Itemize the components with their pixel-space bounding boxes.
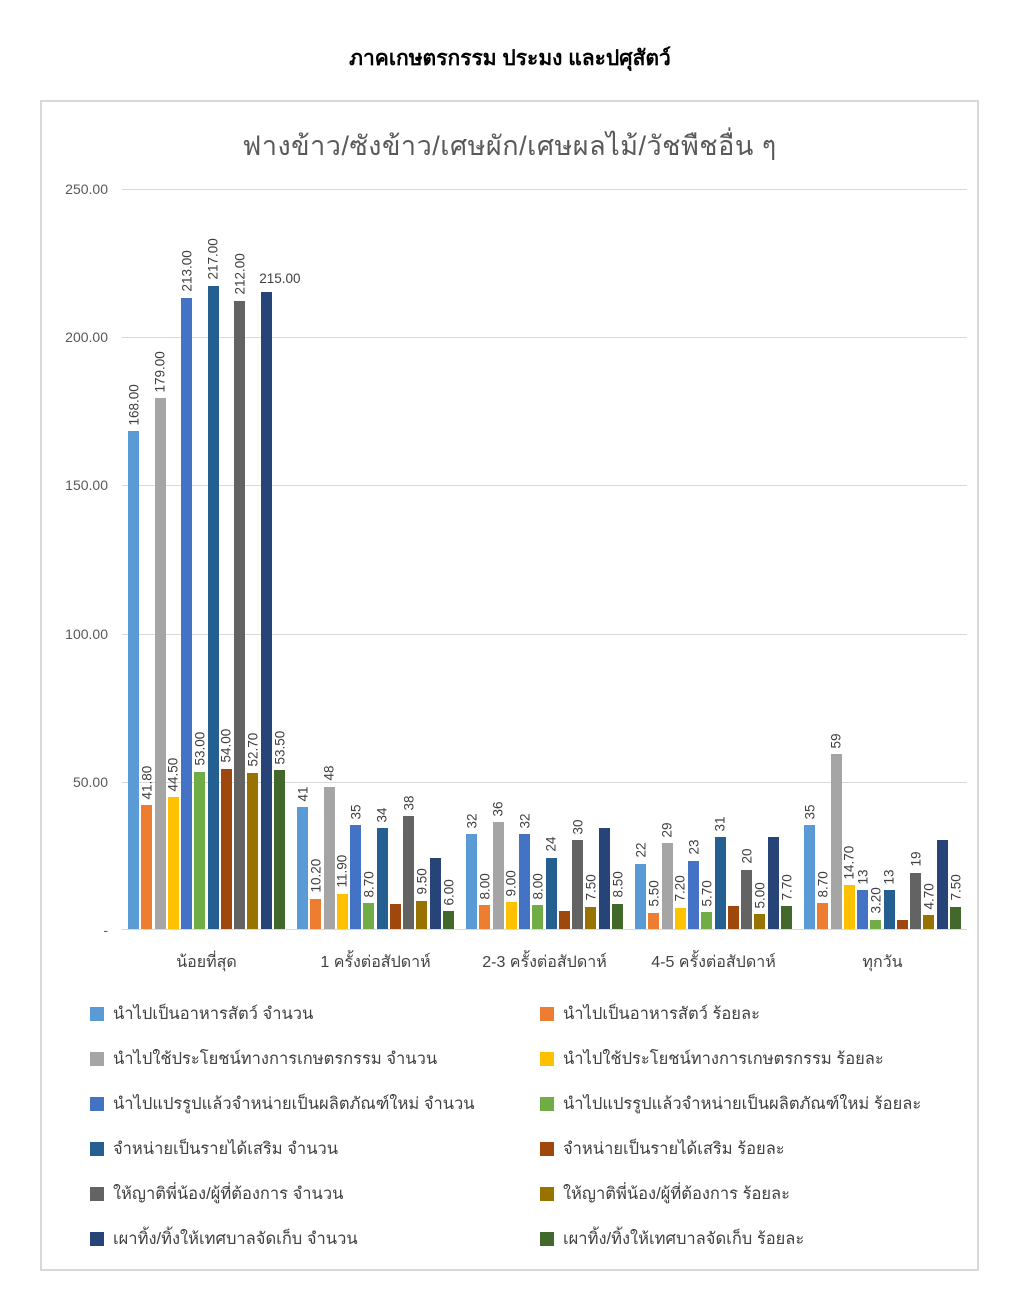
legend-swatch [540, 1097, 554, 1111]
legend-item [540, 1048, 884, 1070]
bar [910, 873, 921, 929]
bar-data-label: 5.00 [752, 881, 768, 909]
y-axis-tick-label: 200.00 [65, 329, 108, 346]
bar [804, 825, 815, 929]
bar-data-label: 8.00 [530, 873, 546, 900]
bar-data-label: 7.50 [583, 874, 599, 901]
legend-item [90, 1228, 358, 1250]
bar [688, 861, 699, 929]
bar [662, 843, 673, 929]
x-axis-category-label: 4-5 ครั้งต่อสัปดาห์ [651, 954, 776, 971]
bar-data-label: 8.70 [361, 870, 377, 898]
bar-data-label: 8.50 [610, 871, 625, 898]
bar [430, 858, 441, 929]
bar-data-label: 3.20 [868, 887, 884, 914]
bar [350, 825, 361, 929]
legend-item [540, 1003, 760, 1025]
bar-data-label: 20 [739, 848, 755, 864]
bar [168, 797, 179, 929]
bar [247, 773, 258, 929]
bar-data-label: 8.00 [477, 873, 493, 900]
bar [728, 906, 739, 929]
bar [950, 907, 961, 929]
bar [648, 913, 659, 929]
legend-item [540, 1093, 921, 1115]
bar [324, 787, 335, 929]
bar [884, 890, 895, 929]
bar [141, 805, 152, 929]
bar [844, 885, 855, 929]
bar-data-label: 5.50 [646, 880, 662, 907]
bar [194, 772, 205, 929]
legend-swatch [90, 1187, 104, 1201]
bar-data-label: 23 [686, 839, 702, 855]
legend-swatch [540, 1007, 554, 1021]
legend-item [90, 1003, 313, 1025]
bar-data-label: 53.50 [272, 730, 287, 765]
bar-data-label: 13 [855, 869, 871, 885]
legend-label: นำไปใช้ประโยชน์ทางการเกษตรกรรม จำนวน [113, 1050, 438, 1068]
bar [831, 754, 842, 929]
bar [857, 890, 868, 929]
legend-item [540, 1228, 804, 1250]
bar-data-label: 48 [321, 765, 337, 781]
bar [466, 834, 477, 929]
bar-data-label: 53.00 [192, 732, 208, 766]
bar [403, 816, 414, 929]
legend-swatch [540, 1142, 554, 1156]
x-axis-category-label: น้อยที่สุด [176, 954, 237, 971]
bar-data-label: 34 [374, 807, 390, 823]
bar [754, 914, 765, 929]
bar-data-label: 11.90 [334, 854, 350, 888]
legend-item [90, 1138, 338, 1160]
bar-data-label: 19 [908, 851, 924, 867]
bar [599, 828, 610, 929]
bar-data-label: 35 [802, 804, 817, 820]
bar [443, 911, 454, 929]
bar [221, 769, 232, 929]
bar-data-label: 7.20 [672, 875, 688, 902]
y-axis-tick-label: 50.00 [72, 773, 108, 790]
bar [870, 920, 881, 929]
bar [377, 828, 388, 929]
bar-data-label: 32 [517, 813, 533, 829]
legend-swatch [90, 1052, 104, 1066]
legend-item [90, 1093, 475, 1115]
x-axis-line [122, 929, 967, 930]
bar [181, 298, 192, 929]
bar [297, 807, 308, 929]
bar [897, 920, 908, 929]
y-axis-tick-label: 250.00 [65, 181, 108, 197]
gridline [122, 485, 967, 486]
bar [519, 834, 530, 929]
bar [208, 286, 219, 929]
bar [585, 907, 596, 929]
bar [390, 904, 401, 929]
bar [817, 903, 828, 929]
bar-data-label: 41.80 [139, 765, 155, 800]
bar [701, 912, 712, 929]
bar [416, 901, 427, 929]
bar [234, 301, 245, 929]
bar [479, 905, 490, 929]
legend-swatch [90, 1142, 104, 1156]
bar [768, 837, 779, 929]
bar-data-label: 179.00 [152, 351, 168, 393]
bar [781, 906, 792, 929]
bar-data-label: 35 [348, 804, 364, 820]
legend-item [540, 1183, 790, 1205]
bar-data-label: 52.70 [245, 733, 261, 767]
bar-data-label: 10.20 [308, 858, 324, 893]
bar-data-label: 24 [543, 836, 559, 852]
legend-label: นำไปเป็นอาหารสัตว์ ร้อยละ [563, 1005, 760, 1023]
bar-data-label: 59 [828, 733, 844, 749]
bar [337, 894, 348, 929]
legend-swatch [90, 1232, 104, 1246]
bar-data-label: 41 [295, 786, 310, 802]
bar [155, 398, 166, 929]
bar [559, 911, 570, 929]
legend-item [540, 1138, 785, 1160]
bar [506, 902, 517, 929]
legend-label: นำไปแปรรูปแล้วจำหน่ายเป็นผลิตภัณฑ์ใหม่ จำนวน [113, 1095, 475, 1113]
bar-data-label: 168.00 [126, 383, 141, 426]
bar-data-label: 14.70 [841, 845, 857, 880]
bar-data-label: 217.00 [205, 238, 221, 280]
gridline [122, 634, 967, 635]
legend-item [90, 1183, 343, 1205]
legend-label: นำไปเป็นอาหารสัตว์ จำนวน [113, 1005, 314, 1023]
bar-data-label: 38 [401, 795, 417, 811]
bar [937, 840, 948, 929]
bar-data-label: 22 [633, 842, 648, 858]
bar-data-label: 4.70 [921, 882, 937, 910]
legend-label: ให้ญาติพี่น้อง/ผู้ที่ต้องการ จำนวน [113, 1185, 344, 1203]
bar-data-label: 215.00 [259, 271, 301, 287]
bar-data-label: 44.50 [165, 757, 181, 792]
legend-label: เผาทิ้ง/ทิ้งให้เทศบาลจัดเก็บ ร้อยละ [563, 1230, 805, 1248]
legend-label: จำหน่ายเป็นรายได้เสริม ร้อยละ [563, 1140, 785, 1158]
bar [612, 904, 623, 929]
legend-label: นำไปใช้ประโยชน์ทางการเกษตรกรรม ร้อยละ [563, 1050, 884, 1068]
y-axis-tick-label: 100.00 [65, 625, 108, 642]
plot-area [122, 189, 967, 930]
legend-label: นำไปแปรรูปแล้วจำหน่ายเป็นผลิตภัณฑ์ใหม่ ร้อยละ [563, 1095, 922, 1113]
bar [493, 822, 504, 929]
bar [363, 903, 374, 929]
bar-data-label: 9.00 [503, 870, 519, 897]
bar-data-label: 9.50 [414, 868, 430, 895]
bar [532, 905, 543, 929]
legend-label: เผาทิ้ง/ทิ้งให้เทศบาลจัดเก็บ จำนวน [113, 1230, 358, 1248]
legend-label: จำหน่ายเป็นรายได้เสริม จำนวน [113, 1140, 339, 1158]
gridline [122, 337, 967, 338]
bar-data-label: 29 [659, 822, 675, 838]
bar-data-label: 36 [490, 801, 506, 817]
bar-data-label: 6.00 [441, 878, 456, 906]
bar [675, 908, 686, 929]
bar-data-label: 213.00 [179, 250, 195, 292]
x-axis-category-label: 2-3 ครั้งต่อสัปดาห์ [482, 954, 607, 971]
page-title: ภาคเกษตรกรรม ประมง และปศุสัตว์ [349, 47, 671, 70]
legend-item [90, 1048, 437, 1070]
gridline [122, 189, 967, 190]
bar [741, 870, 752, 929]
legend-swatch [90, 1007, 104, 1021]
y-axis-tick-label: 150.00 [65, 477, 108, 494]
bar [261, 292, 272, 929]
x-axis-category-label: 1 ครั้งต่อสัปดาห์ [320, 954, 431, 971]
bar-data-label: 212.00 [232, 253, 248, 295]
bar-data-label: 30 [570, 819, 586, 835]
y-axis-tick-label: - [103, 922, 108, 938]
bar-data-label: 54.00 [218, 729, 234, 763]
bar-data-label: 32 [464, 813, 479, 829]
bar-data-label: 31 [712, 816, 728, 832]
bar [128, 431, 139, 929]
bar [274, 770, 285, 929]
bar-data-label: 7.70 [779, 873, 794, 901]
legend-swatch [90, 1097, 104, 1111]
legend-swatch [540, 1232, 554, 1246]
bar-data-label: 7.50 [948, 874, 963, 901]
bar-data-label: 5.70 [699, 879, 715, 907]
legend-swatch [540, 1052, 554, 1066]
bar [572, 840, 583, 929]
chart-frame [40, 100, 979, 1271]
bar [546, 858, 557, 929]
chart-title: ฟางข้าว/ซังข้าว/เศษผัก/เศษผลไม้/วัชพืชอื่น ๆ [242, 131, 777, 161]
bar-data-label: 8.70 [815, 870, 831, 898]
bar [310, 899, 321, 929]
legend-swatch [540, 1187, 554, 1201]
bar [715, 837, 726, 929]
bar-data-label: 13 [881, 869, 897, 885]
bar [923, 915, 934, 929]
legend-label: ให้ญาติพี่น้อง/ผู้ที่ต้องการ ร้อยละ [563, 1185, 791, 1203]
bar [635, 864, 646, 929]
x-axis-category-label: ทุกวัน [862, 954, 903, 971]
